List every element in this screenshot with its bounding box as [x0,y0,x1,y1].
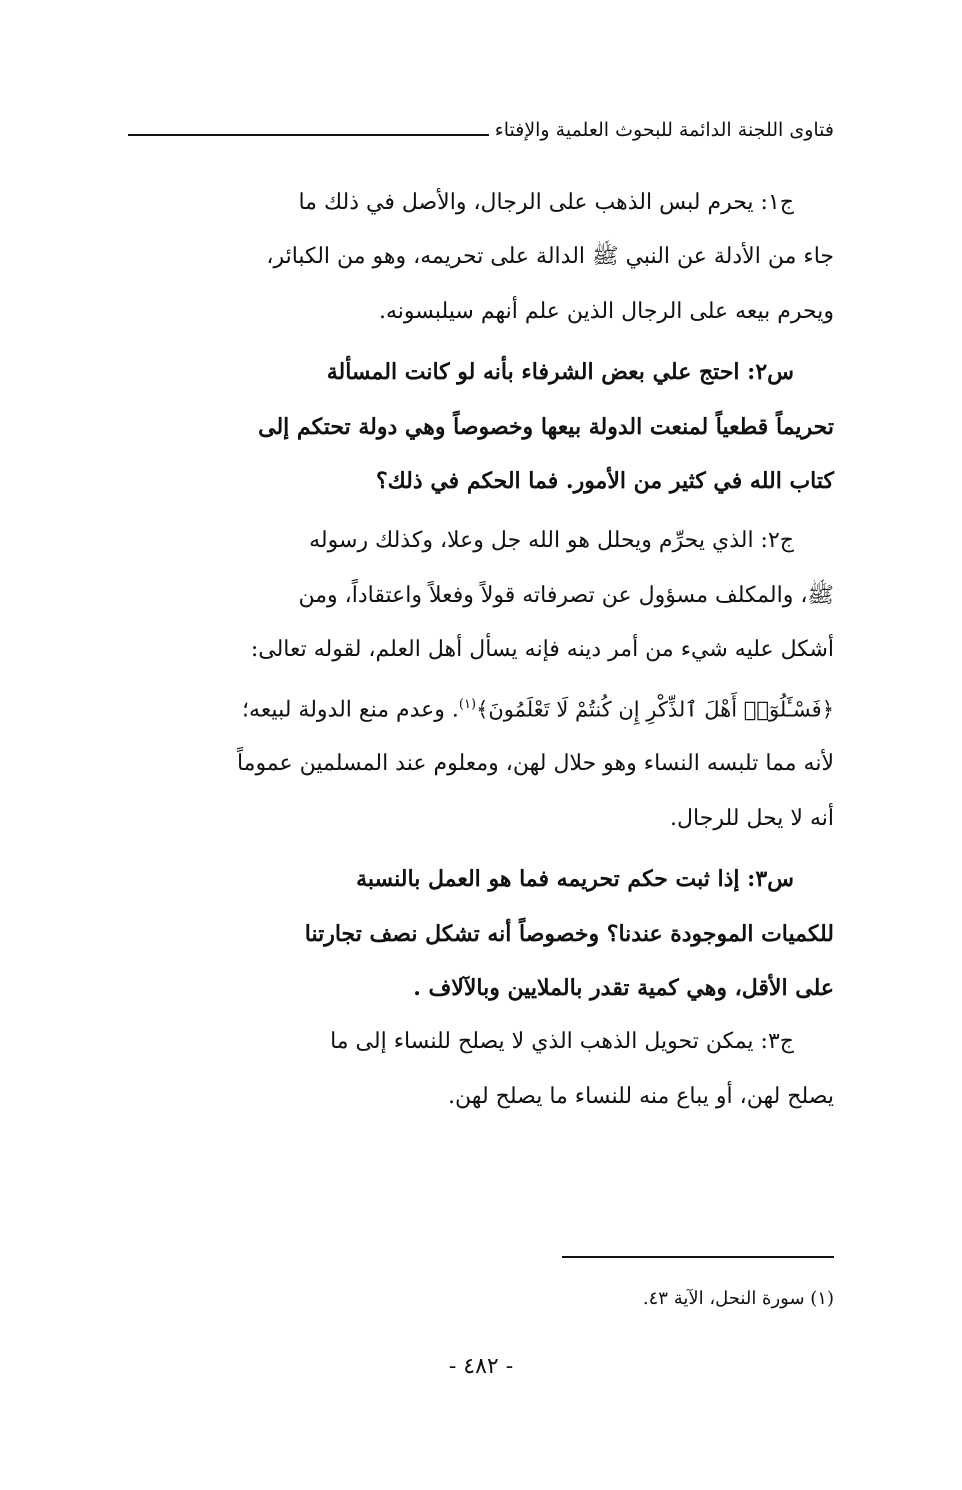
footnote: (١) سورة النحل، الآية ٤٣. [642,1288,834,1309]
answer-2-line-6: أنه لا يحل للرجال. [670,805,834,831]
question-3-line-3: على الأقل، وهي كمية تقدر بالملايين وبالآلاف . [413,975,834,1002]
question-3-line-2: للكميات الموجودة عندنا؟ وخصوصاً أنه تشكل نصف تجارتنا [304,920,834,947]
question-2-line-2: تحريماً قطعياً لمنعت الدولة بيعها وخصوصاً وهي دولة تحتكم إلى [258,413,834,440]
answer-3 [128,1015,834,1124]
question-3 [128,852,834,1015]
answer-2-line-2: ﷺ، والمكلف مسؤول عن تصرفاته قولاً وفعلاً واعتقاداً، ومن [298,582,834,608]
quran-verse: ﴿فَسْـَٔلُوٓا۟ أَهْلَ ٱلذِّكْرِ إِن كُنتُمْ لَا تَعْلَمُونَ﴾ [476,696,834,721]
footnote-ref: (١) [458,696,477,712]
answer-1-line-1: ج١: يحرم لبس الذهب على الرجال، والأصل في ذلك ما [298,190,794,215]
running-header [128,112,834,148]
page-number: - ٤٨٢ - [448,1354,514,1379]
question-2 [128,345,834,508]
answer-1-line-2: جاء من الأدلة عن النبي ﷺ الدالة على تحريمه، وهو من الكبائر، [266,244,834,270]
question-2-line-1: س٢: احتج علي بعض الشرفاء بأنه لو كانت المسألة [326,359,794,386]
answer-2 [128,514,834,846]
answer-1-line-3: ويحرم بيعه على الرجال الذين علم أنهم سيلبسونه. [378,298,834,324]
footnote-rule [562,1256,834,1258]
page-body [128,176,834,1124]
answer-1 [128,176,834,339]
question-3-line-1: س٣: إذا ثبت حكم تحريمه فما هو العمل بالنسبة [356,866,794,893]
header-rule [128,134,489,136]
header-title: فتاوى اللجنة الدائمة للبحوث العلمية والإفتاء [494,119,834,141]
answer-2-line-4: . وعدم منع الدولة لبيعه؛ [242,696,459,722]
answer-3-line-2: يصلح لهن، أو يباع منه للنساء ما يصلح لهن. [448,1083,834,1109]
answer-2-line-1: ج٢: الذي يحرِّم ويحلل هو الله جل وعلا، وكذلك رسوله [309,528,794,554]
answer-2-line-5: لأنه مما تلبسه النساء وهو حلال لهن، ومعلوم عند المسلمين عموماً [236,751,834,777]
answer-3-line-1: ج٣: يمكن تحويل الذهب الذي لا يصلح للنساء إلى ما [330,1029,794,1055]
question-2-line-3: كتاب الله في كثير من الأمور. فما الحكم في ذلك؟ [375,468,834,495]
answer-2-line-3: أشكل عليه شيء من أمر دينه فإنه يسأل أهل العلم، لقوله تعالى: [250,637,834,663]
